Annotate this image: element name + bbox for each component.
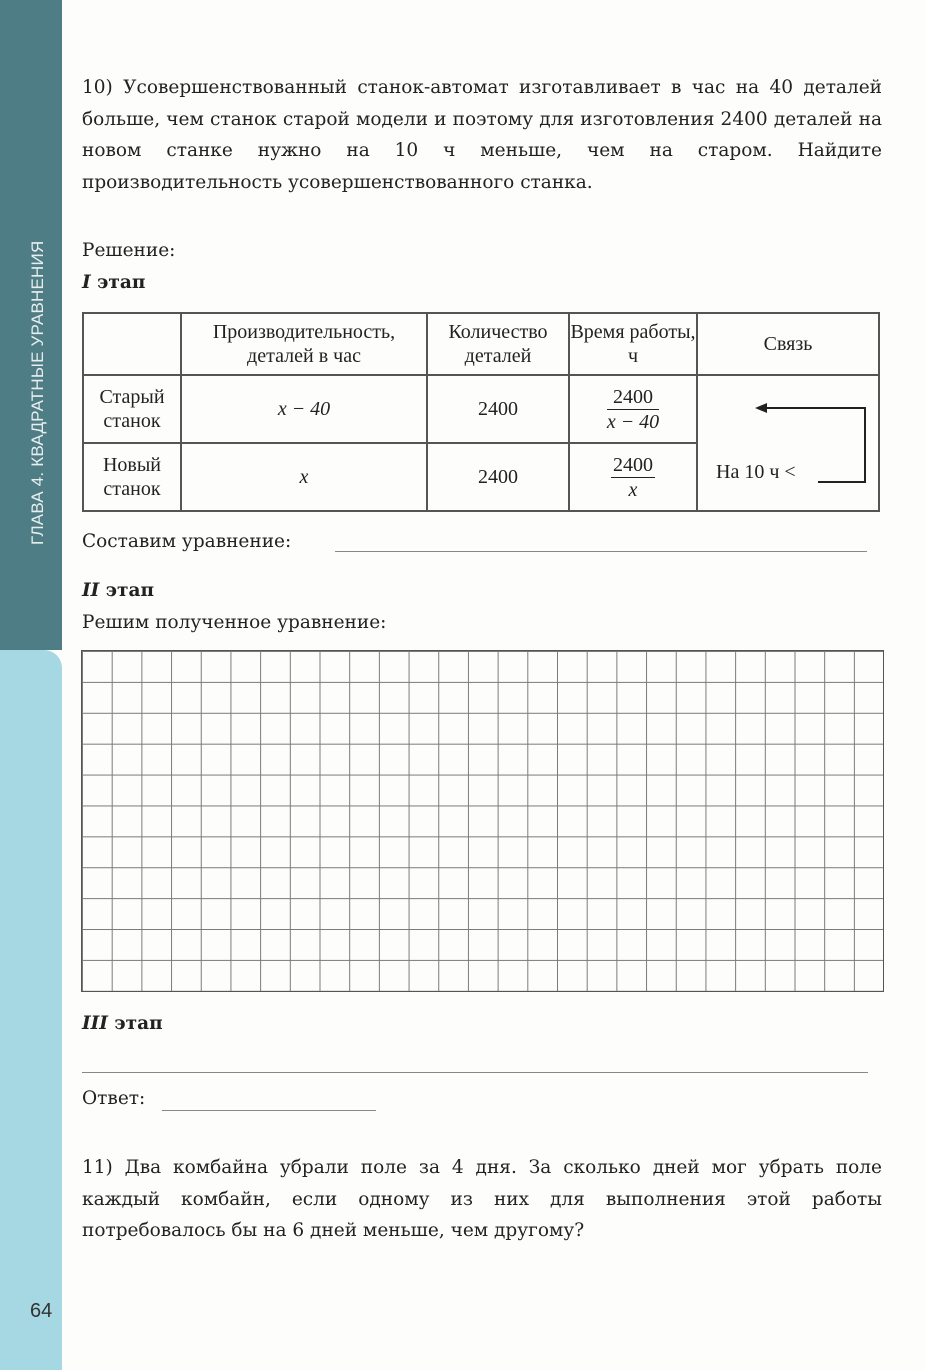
problem-10-text: 10) Усовершенствованный станок-автомат изготавливает в час на 40 деталей больше, чем станок старой модели и поэтому для изготовления 2400 деталей на новом станке нужно на 10 ч меньше, чем на старом. Найдите производительность усовершенствованного станка. bbox=[82, 77, 882, 193]
header-empty bbox=[83, 313, 181, 375]
stage-label: этап bbox=[114, 1013, 163, 1034]
count-cell: 2400 bbox=[427, 443, 569, 511]
page-number: 64 bbox=[30, 1300, 53, 1322]
header-time: Время работы, ч bbox=[569, 313, 697, 375]
stage-number: II bbox=[82, 580, 100, 601]
stage-2-heading bbox=[82, 580, 154, 601]
chapter-title: ГЛАВА 4. КВАДРАТНЫЕ УРАВНЕНИЯ bbox=[28, 240, 47, 545]
relation-text: На 10 ч < bbox=[716, 461, 796, 483]
time-cell bbox=[569, 443, 697, 511]
stage-number: III bbox=[82, 1013, 108, 1034]
stage-label: этап bbox=[97, 272, 146, 293]
relation-arrow-icon bbox=[753, 396, 873, 491]
rate-cell: x bbox=[181, 443, 427, 511]
grid-workspace[interactable] bbox=[81, 650, 884, 992]
problem-11-text: 11) Два комбайна убрали поле за 4 дня. За сколько дней мог убрать поле каждый комбайн, если одному из них для выполнения этой работы потребовалось бы на 6 дней меньше, чем другому? bbox=[82, 1157, 882, 1241]
solve-label: Решим полученное уравнение: bbox=[82, 612, 387, 633]
sidebar-tab bbox=[0, 650, 62, 1370]
fraction-numerator: 2400 bbox=[613, 453, 653, 476]
stage-3-answer-line[interactable] bbox=[82, 1072, 868, 1073]
equation-answer-line[interactable] bbox=[335, 551, 867, 552]
answer-label: Ответ: bbox=[82, 1088, 146, 1109]
header-rate: Производительность, деталей в час bbox=[181, 313, 427, 375]
row-name: Старый станок bbox=[83, 375, 181, 443]
fraction-denominator: x bbox=[628, 478, 638, 501]
equation-label: Составим уравнение: bbox=[82, 531, 292, 552]
row-name: Новый станок bbox=[83, 443, 181, 511]
stage-label: этап bbox=[105, 580, 155, 601]
fraction-denominator: x − 40 bbox=[606, 410, 660, 433]
fraction-numerator: 2400 bbox=[607, 385, 659, 410]
relation-cell bbox=[697, 375, 879, 511]
header-count: Количество деталей bbox=[427, 313, 569, 375]
data-table bbox=[82, 312, 880, 512]
time-cell bbox=[569, 375, 697, 443]
count-cell: 2400 bbox=[427, 375, 569, 443]
stage-1-heading bbox=[82, 272, 145, 293]
table-row bbox=[83, 375, 879, 443]
stage-3-heading bbox=[82, 1013, 163, 1034]
answer-line[interactable] bbox=[162, 1110, 376, 1111]
stage-number: I bbox=[82, 272, 91, 293]
header-relation: Связь bbox=[697, 313, 879, 375]
solution-label: Решение: bbox=[82, 240, 176, 261]
rate-cell: x − 40 bbox=[181, 375, 427, 443]
